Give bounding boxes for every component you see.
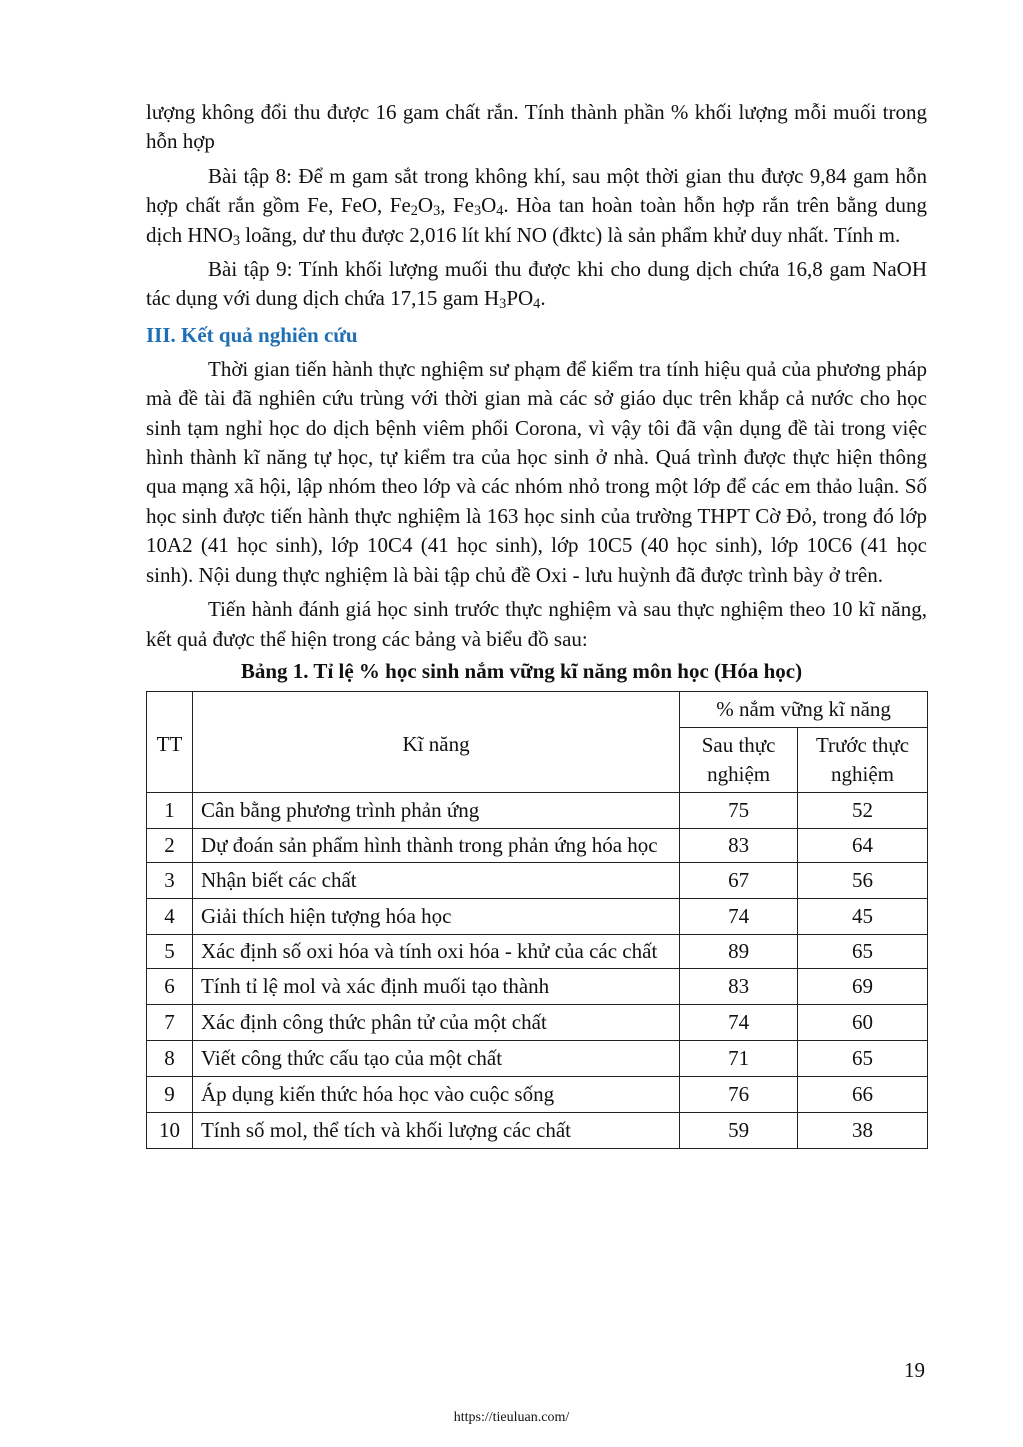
row-number: 10	[147, 1112, 193, 1148]
header-tt: TT	[147, 691, 193, 792]
skills-table	[146, 691, 928, 1149]
paragraph-continuation: lượng không đổi thu được 16 gam chất rắn. Tính thành phần % khối lượng mỗi muối trong hỗn hợp	[146, 100, 927, 154]
table-caption: Bảng 1. Tỉ lệ % học sinh nắm vững kĩ năng môn học (Hóa học)	[240, 658, 803, 683]
exercise-9-paragraph: Bài tập 9: Tính khối lượng muối thu được khi cho dung dịch chứa 16,8 gam NaOH tác dụng với dung dịch chứa 17,15 gam $H_3PO_4$.	[146, 257, 927, 313]
row-number: 4	[147, 898, 193, 934]
row-after-value: 83	[680, 828, 798, 862]
row-after-value: 74	[680, 1004, 798, 1040]
row-before-value: 65	[798, 1040, 928, 1076]
evaluation-paragraph: Tiến hành đánh giá học sinh trước thực nghiệm và sau thực nghiệm theo 10 kĩ năng, kết quả được thể hiện trong các bảng và biểu đồ sau:	[146, 597, 927, 651]
row-number: 6	[147, 968, 193, 1004]
row-before-value: 38	[798, 1112, 928, 1148]
row-skill: Tính số mol, thể tích và khối lượng các chất	[192, 1112, 679, 1148]
row-before-value: 66	[798, 1076, 928, 1112]
row-after-value: 71	[680, 1040, 798, 1076]
row-skill: Xác định số oxi hóa và tính oxi hóa - khử của các chất	[192, 934, 679, 968]
table-row	[147, 1004, 928, 1040]
table-header-row	[147, 691, 928, 727]
row-skill: Tính tỉ lệ mol và xác định muối tạo thành	[192, 968, 679, 1004]
row-after-value: 89	[680, 934, 798, 968]
document-body	[146, 98, 927, 1149]
row-number: 9	[147, 1076, 193, 1112]
table-row	[147, 1040, 928, 1076]
row-after-value: 74	[680, 898, 798, 934]
row-after-value: 75	[680, 792, 798, 828]
row-number: 5	[147, 934, 193, 968]
table-row	[147, 1112, 928, 1148]
table-row	[147, 934, 928, 968]
exercise-8-paragraph: Bài tập 8: Để m gam sắt trong không khí, sau một thời gian thu được 9,84 gam hỗn hợp chất rắn gồm Fe, FeO, $Fe_2O_3$, $Fe_3O_4$. Hòa tan hoàn toàn hỗn hợp rắn trên bằng dung dịch $HNO_3$ loãng, dư thu được 2,016 lít khí NO (đktc) là sản phẩm khử duy nhất. Tính m.	[146, 163, 927, 249]
table-row	[147, 792, 928, 828]
row-before-value: 69	[798, 968, 928, 1004]
table-row	[147, 828, 928, 862]
row-skill: Cân bằng phương trình phản ứng	[192, 792, 679, 828]
row-skill: Xác định công thức phân tử của một chất	[192, 1004, 679, 1040]
header-after: Sau thực nghiệm	[680, 727, 798, 792]
row-before-value: 64	[798, 828, 928, 862]
row-skill: Giải thích hiện tượng hóa học	[192, 898, 679, 934]
research-results-paragraph: Thời gian tiến hành thực nghiệm sư phạm để kiểm tra tính hiệu quả của phương pháp mà đề tài đã nghiên cứu trùng với thời gian mà các sở giáo dục trên khắp cả nước cho học sinh tạm nghỉ học do dịch bệnh viêm phổi Corona, vì vậy tôi đã vận dụng đề tài trong việc hình thành kĩ năng tự học, tự kiểm tra của học sinh ở nhà. Quá trình được thực hiện thông qua mạng xã hội, lập nhóm theo lớp và các nhóm nhỏ trong một lớp để các em thảo luận. Số học sinh được tiến hành thực nghiệm là 163 học sinh của trường THPT Cờ Đỏ, trong đó lớp 10A2 (41 học sinh), lớp 10C4 (41 học sinh), lớp 10C5 (40 học sinh), lớp 10C6 (41 học sinh). Nội dung thực nghiệm là bài tập chủ đề Oxi - lưu huỳnh đã được trình bày ở trên.	[146, 356, 927, 587]
row-skill: Viết công thức cấu tạo của một chất	[192, 1040, 679, 1076]
row-before-value: 65	[798, 934, 928, 968]
row-number: 7	[147, 1004, 193, 1040]
row-after-value: 59	[680, 1112, 798, 1148]
row-after-value: 83	[680, 968, 798, 1004]
table-row	[147, 862, 928, 898]
row-after-value: 67	[680, 862, 798, 898]
row-skill: Áp dụng kiến thức hóa học vào cuộc sống	[192, 1076, 679, 1112]
row-before-value: 56	[798, 862, 928, 898]
row-number: 1	[147, 792, 193, 828]
row-number: 8	[147, 1040, 193, 1076]
header-percent-group: % nắm vững kĩ năng	[680, 691, 928, 727]
row-before-value: 45	[798, 898, 928, 934]
row-skill: Dự đoán sản phẩm hình thành trong phản ứng hóa học	[192, 828, 679, 862]
row-number: 2	[147, 828, 193, 862]
row-after-value: 76	[680, 1076, 798, 1112]
header-before: Trước thực nghiệm	[798, 727, 928, 792]
row-number: 3	[147, 862, 193, 898]
header-skill: Kĩ năng	[192, 691, 679, 792]
page-number: 19	[904, 1358, 925, 1382]
footer-url: https://tieuluan.com/	[453, 1410, 570, 1425]
row-before-value: 60	[798, 1004, 928, 1040]
table-row	[147, 1076, 928, 1112]
row-before-value: 52	[798, 792, 928, 828]
row-skill: Nhận biết các chất	[192, 862, 679, 898]
table-row	[147, 968, 928, 1004]
table-row	[147, 898, 928, 934]
table-body	[147, 792, 928, 1148]
section-heading: III. Kết quả nghiên cứu	[146, 322, 358, 347]
